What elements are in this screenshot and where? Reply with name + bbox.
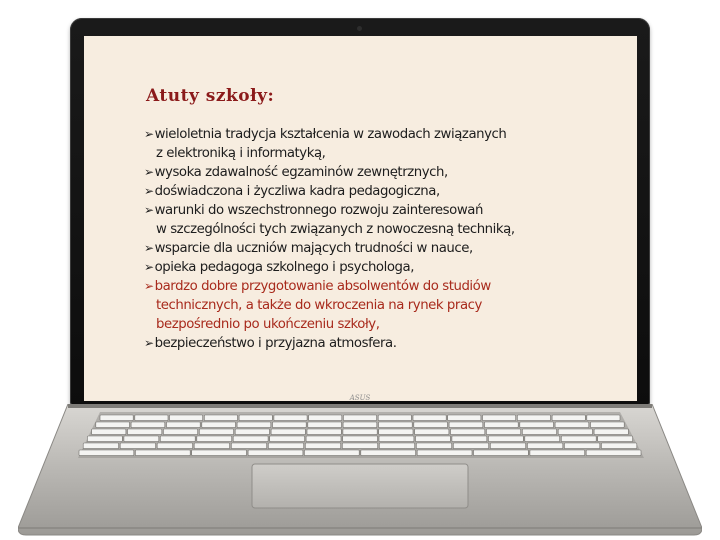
keyboard-key bbox=[307, 429, 341, 435]
keyboard-key bbox=[135, 415, 168, 421]
laptop-brand-mark: ASUS bbox=[349, 394, 371, 402]
keyboard-key bbox=[305, 443, 340, 449]
bullet-item: ➢ wysoka zdawalność egzaminów zewnętrznych, bbox=[144, 163, 624, 182]
keyboard-key bbox=[527, 443, 562, 449]
keyboard-key bbox=[202, 422, 236, 428]
keyboard-key bbox=[587, 415, 620, 421]
keyboard-key bbox=[586, 450, 641, 456]
keyboard-key bbox=[343, 415, 376, 421]
keyboard-key bbox=[308, 422, 342, 428]
keyboard-key bbox=[558, 429, 592, 435]
laptop-screen bbox=[84, 36, 637, 401]
keyboard-key bbox=[486, 429, 520, 435]
keyboard-key bbox=[248, 450, 303, 456]
keyboard-key bbox=[520, 422, 554, 428]
laptop-base bbox=[18, 404, 702, 536]
keyboard-key bbox=[449, 422, 483, 428]
keyboard-key bbox=[416, 436, 451, 442]
keyboard-key bbox=[414, 422, 448, 428]
keyboard-key bbox=[485, 422, 519, 428]
keyboard-key bbox=[157, 443, 192, 449]
keyboard-key bbox=[160, 436, 195, 442]
bullet-item: ➢ opieka pedagoga szkolnego i psychologa, bbox=[144, 258, 624, 277]
keyboard-key bbox=[483, 415, 516, 421]
keyboard-key bbox=[233, 436, 268, 442]
keyboard-key bbox=[378, 415, 411, 421]
keyboard-key bbox=[379, 422, 413, 428]
keyboard-key bbox=[530, 450, 585, 456]
webcam-icon bbox=[357, 26, 362, 31]
keyboard-key bbox=[343, 436, 378, 442]
bullet-item-highlighted: ➢ bardzo dobre przygotowanie absolwentów do studiów technicznych, a także do wkroczenia na rynek pracy bezpośrednio po ukończeniu szkoły, bbox=[144, 277, 624, 334]
keyboard-key bbox=[379, 429, 413, 435]
keyboard-key bbox=[417, 450, 472, 456]
keyboard-key bbox=[194, 443, 229, 449]
keyboard-key bbox=[235, 429, 269, 435]
keyboard-key bbox=[379, 443, 414, 449]
keyboard-key bbox=[306, 436, 341, 442]
laptop-lid bbox=[70, 18, 650, 406]
keyboard-key bbox=[413, 415, 446, 421]
bullet-item: ➢ wsparcie dla uczniów mających trudności w nauce, bbox=[144, 239, 624, 258]
keyboard-key bbox=[522, 429, 556, 435]
keyboard-key bbox=[237, 422, 271, 428]
keyboard-key bbox=[124, 436, 159, 442]
keyboard-key bbox=[594, 429, 628, 435]
keyboard-key bbox=[488, 436, 523, 442]
keyboard-key bbox=[274, 415, 307, 421]
bullet-item: ➢ doświadczona i życzliwa kadra pedagogiczna, bbox=[144, 182, 624, 201]
keyboard-key bbox=[273, 422, 307, 428]
bullet-item: ➢ bezpieczeństwo i przyjazna atmosfera. bbox=[144, 334, 624, 353]
keyboard-key bbox=[304, 450, 359, 456]
keyboard-key bbox=[451, 429, 485, 435]
keyboard-key bbox=[131, 422, 165, 428]
bullet-item: ➢ wieloletnia tradycja kształcenia w zawodach związanych z elektroniką i informatyką, bbox=[144, 125, 624, 163]
keyboard-key bbox=[342, 443, 377, 449]
keyboard-key bbox=[598, 436, 633, 442]
keyboard-key bbox=[361, 450, 416, 456]
keyboard-key bbox=[231, 443, 266, 449]
keyboard-key bbox=[135, 450, 190, 456]
keyboard-key bbox=[561, 436, 596, 442]
keyboard-key bbox=[555, 422, 589, 428]
keyboard-key bbox=[271, 429, 305, 435]
keyboard-key bbox=[199, 429, 233, 435]
keyboard-key bbox=[197, 436, 232, 442]
keyboard-key bbox=[128, 429, 162, 435]
keyboard-key bbox=[564, 443, 599, 449]
keyboard-key bbox=[309, 415, 342, 421]
keyboard-key bbox=[268, 443, 303, 449]
keyboard-key bbox=[591, 422, 625, 428]
bullet-item: ➢ warunki do wszechstronnego rozwoju zainteresowań w szczególności tych związanych z nowoczesną techniką, bbox=[144, 201, 624, 239]
keyboard-key bbox=[474, 450, 529, 456]
keyboard-key bbox=[525, 436, 560, 442]
keyboard-key bbox=[92, 429, 126, 435]
keyboard-key bbox=[448, 415, 481, 421]
keyboard-key bbox=[601, 443, 636, 449]
keyboard-key bbox=[79, 450, 134, 456]
keyboard-key bbox=[490, 443, 525, 449]
keyboard-key bbox=[552, 415, 585, 421]
keyboard-key bbox=[270, 436, 305, 442]
keyboard-key bbox=[379, 436, 414, 442]
keyboard-key bbox=[239, 415, 272, 421]
keyboard-key bbox=[192, 450, 247, 456]
keyboard-key bbox=[415, 429, 449, 435]
keyboard-key bbox=[100, 415, 133, 421]
keyboard-key bbox=[120, 443, 155, 449]
keyboard-key bbox=[453, 443, 488, 449]
slide-title: Atuty szkoły: bbox=[146, 86, 275, 106]
keyboard-key bbox=[163, 429, 197, 435]
keyboard-key bbox=[343, 422, 377, 428]
bullet-list bbox=[144, 125, 624, 353]
keyboard-key bbox=[170, 415, 203, 421]
keyboard-key bbox=[167, 422, 201, 428]
keyboard-key bbox=[83, 443, 118, 449]
keyboard-key bbox=[517, 415, 550, 421]
keyboard-key bbox=[204, 415, 237, 421]
keyboard-key bbox=[416, 443, 451, 449]
keyboard-key bbox=[96, 422, 130, 428]
keyboard-deck-illustration bbox=[18, 404, 702, 536]
keyboard-key bbox=[343, 429, 377, 435]
keyboard-key bbox=[87, 436, 122, 442]
keyboard-key bbox=[452, 436, 487, 442]
